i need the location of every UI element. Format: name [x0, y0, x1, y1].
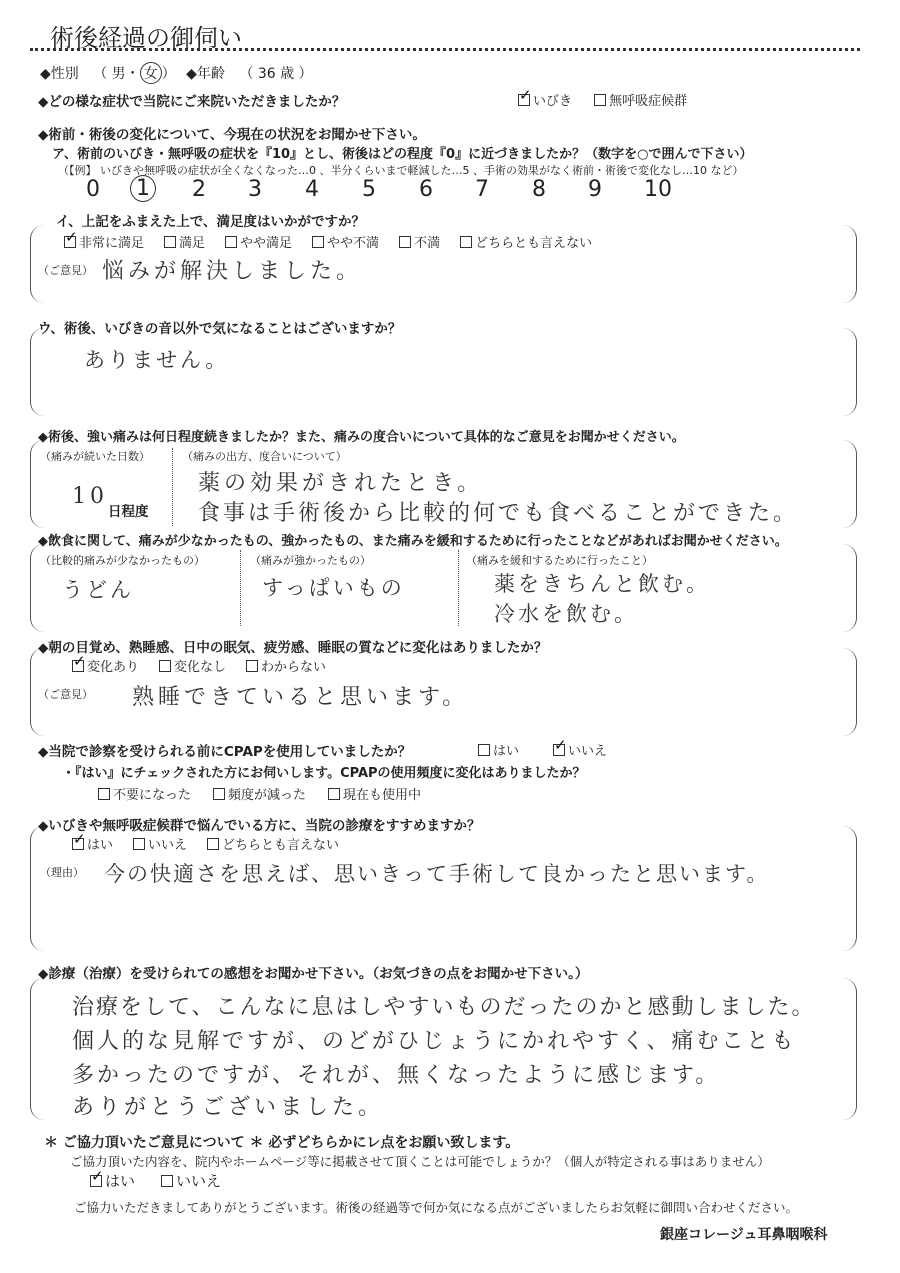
pain-days-unit: 日程度 — [108, 504, 149, 520]
food-divider-2 — [458, 550, 459, 626]
q-change-sub: ア、術前のいびき・無呼吸の症状を『10』とし、術後はどの程度『0』に近づきましたか？（数字を○で囲んで下さい） — [52, 147, 753, 162]
checkbox[interactable] — [478, 744, 490, 756]
recommend-reason: 今の快適さを思えば、思いきって手術して良かったと思います。 — [104, 862, 770, 886]
symptom-option-snoring[interactable]: ✓ いびき — [518, 94, 572, 109]
checkbox[interactable] — [64, 236, 76, 248]
q-impression: ◆診療（治療）を受けられての感想をお聞かせ下さい。（お気づきの点をお聞かせ下さい。） — [38, 966, 589, 982]
sat-opts-option[interactable]: やや満足 — [225, 236, 292, 251]
q-recommend: ◆いびきや無呼吸症候群で悩んでいる方に、当院の診療をすすめますか？ — [38, 818, 481, 834]
cpap-follow-opts-option[interactable]: 不要になった — [98, 788, 191, 803]
q-morning: ◆朝の目覚め、熟睡感、日中の眠気、疲労感、睡眠の質などに変化はありましたか？ — [38, 640, 548, 656]
pain-divider — [172, 448, 173, 526]
checkbox[interactable] — [161, 1175, 173, 1187]
q-symptom: ◆どの様な症状で当院にご来院いただきましたか？ — [38, 94, 346, 110]
food-relief-line-2: 冷水を飲む。 — [494, 602, 638, 626]
scale-number-1[interactable]: 1 — [130, 175, 156, 202]
satisfaction-options — [64, 232, 612, 251]
checkbox[interactable] — [594, 94, 606, 106]
scale-number-8[interactable]: 8 — [532, 177, 546, 202]
impression-line-4: ありがとうございました。 — [72, 1095, 385, 1120]
pain-days-label: （痛みが続いた日数） — [40, 450, 150, 463]
gender-selected[interactable]: 女 — [140, 62, 162, 84]
checkbox[interactable] — [213, 788, 225, 800]
recommend-reason-label: （理由） — [40, 866, 84, 879]
consent-heading: ＊ ご協力頂いたご意見について ＊ 必ずどちらかにレ点をお願い致します。 — [44, 1135, 520, 1151]
consent-opts-option[interactable]: いいえ — [161, 1172, 221, 1190]
age-value: （ 36 歳 ） — [239, 66, 313, 82]
checkbox[interactable] — [328, 788, 340, 800]
q-satisfaction: イ、上記をふまえた上で、満足度はいかがですか？ — [56, 214, 366, 230]
checkbox[interactable] — [225, 236, 237, 248]
symptom-option-apnea[interactable]: 無呼吸症候群 — [594, 94, 687, 109]
checkbox[interactable] — [553, 744, 565, 756]
symptom-options — [518, 90, 705, 109]
checkbox[interactable] — [518, 94, 530, 106]
pain-days-value: 10 — [72, 484, 108, 509]
footer-clinic: 銀座コレージュ耳鼻咽喉科 — [660, 1227, 828, 1243]
page-title: 術後経過の御伺い — [50, 24, 242, 52]
gender-value: （ 男・ — [93, 66, 140, 82]
checkbox[interactable] — [207, 838, 219, 850]
cpap-opts-option[interactable]: ✓ いいえ — [553, 744, 607, 759]
cpap-follow-opts-option[interactable]: 現在も使用中 — [328, 788, 421, 803]
other-answer: ありません。 — [84, 348, 230, 372]
cpap-opts-option[interactable]: はい — [478, 744, 519, 759]
scale-number-0[interactable]: 0 — [86, 177, 100, 202]
cpap-follow-options — [98, 784, 443, 803]
scale-number-6[interactable]: 6 — [419, 177, 433, 202]
cpap-options — [478, 740, 641, 759]
q-cpap: ◆当院で診察を受けられる前にCPAPを使用していましたか？ — [38, 744, 412, 760]
checkbox[interactable] — [246, 660, 258, 672]
morning-opts-option[interactable]: 変化なし — [159, 660, 226, 675]
morning-opts-option[interactable]: ✓変化あり — [72, 660, 139, 675]
q-pain: ◆術後、強い痛みは何日程度続きましたか？また、痛みの度合いについて具体的なご意見をお聞かせください。 — [38, 430, 685, 445]
consent-options — [90, 1170, 247, 1191]
food-strong-value: すっぱいもの — [262, 576, 405, 600]
pain-detail-label: （痛みの出方、度合いについて） — [182, 450, 347, 463]
impression-line-3: 多かったのですが、それが、無くなったように感じます。 — [72, 1063, 721, 1088]
food-strong-label: （痛みが強かったもの） — [250, 554, 371, 567]
sat-opts-option[interactable]: やや不満 — [312, 236, 379, 251]
food-relief-line-1: 薬をきちんと飲む。 — [494, 572, 710, 596]
footer-thanks: ご協力いただきましてありがとうございます。術後の経過等で何か気になる点がございましたらお気軽に御問い合わせください。 — [74, 1200, 799, 1215]
checkbox[interactable] — [312, 236, 324, 248]
checkbox[interactable] — [72, 660, 84, 672]
profile-row — [40, 62, 313, 84]
checkbox[interactable] — [98, 788, 110, 800]
q-change: ◆術前・術後の変化について、今現在の状況をお聞かせ下さい。 — [38, 127, 426, 143]
checkbox[interactable] — [460, 236, 472, 248]
food-less-label: （比較的痛みが少なかったもの） — [40, 554, 205, 567]
morning-opts-option[interactable]: わからない — [246, 660, 326, 675]
rec-opts-option[interactable]: ✓はい — [72, 838, 113, 853]
sat-opts-option[interactable]: 満足 — [164, 236, 205, 251]
impression-line-2: 個人的な見解ですが、のどがひじょうにかれやすく、痛むことも — [72, 1029, 797, 1054]
checkbox[interactable] — [164, 236, 176, 248]
morning-comment: 熟睡できていると思います。 — [132, 685, 469, 710]
sat-opts-option[interactable]: どちらとも言えない — [460, 236, 592, 251]
pain-detail-line-2: 食事は手術後から比較的何でも食べることができた。 — [198, 501, 799, 526]
gender-label: ◆性別 — [40, 66, 79, 82]
checkbox[interactable] — [399, 236, 411, 248]
scale-number-4[interactable]: 4 — [305, 177, 319, 202]
scale-number-2[interactable]: 2 — [192, 177, 206, 202]
age-label: ◆年齢 — [186, 66, 225, 82]
satisfaction-comment: 悩みが解決しました。 — [102, 259, 363, 284]
scale-number-5[interactable]: 5 — [362, 177, 376, 202]
scale-number-7[interactable]: 7 — [475, 177, 489, 202]
morning-options — [72, 656, 346, 675]
food-less-value: うどん — [62, 578, 134, 602]
scale-number-9[interactable]: 9 — [588, 177, 602, 202]
title-underline — [30, 48, 860, 51]
food-divider-1 — [240, 550, 241, 626]
q-other: ウ、術後、いびきの音以外で気になることはございますか？ — [38, 321, 402, 337]
impression-line-1: 治療をして、こんなに息はしやすいものだったのかと感動しました。 — [72, 995, 816, 1020]
checkbox[interactable] — [159, 660, 171, 672]
sat-opts-option[interactable]: 不満 — [399, 236, 440, 251]
cpap-followup: ・『はい』にチェックされた方にお伺いします。CPAPの使用頻度に変化はありましたか？ — [62, 766, 586, 781]
sat-opts-option[interactable]: ✓非常に満足 — [64, 236, 144, 251]
q-change-example: （【例】 いびきや無呼吸の症状が全くなくなった…0 、半分くらいまで軽減した…5 、手術の効果がなく術前・術後で変化なし…10 など） — [58, 164, 744, 177]
checkbox[interactable] — [72, 838, 84, 850]
checkbox[interactable] — [90, 1175, 102, 1187]
q-food: ◆飲食に関して、痛みが少なかったもの、強かったもの、また痛みを緩和するために行ったことなどがあればお聞かせください。 — [38, 534, 788, 549]
rec-opts-option[interactable]: どちらとも言えない — [207, 838, 339, 853]
rec-opts-option[interactable]: いいえ — [133, 838, 187, 853]
consent-question: ご協力頂いた内容を、院内やホームページ等に掲載させて頂くことは可能でしょうか？（個人が特定される事はありません） — [70, 1154, 770, 1169]
cpap-follow-opts-option[interactable]: 頻度が減った — [213, 788, 306, 803]
checkbox[interactable] — [133, 838, 145, 850]
pain-detail-line-1: 薬の効果がきれたとき。 — [198, 471, 484, 496]
scale-number-3[interactable]: 3 — [248, 177, 262, 202]
scale-number-10[interactable]: 10 — [644, 177, 672, 202]
gender-close: ） — [161, 66, 176, 82]
morning-comment-label: （ご意見） — [38, 688, 93, 701]
food-relief-label: （痛みを緩和するために行ったこと） — [466, 554, 653, 567]
comment-label: （ご意見） — [38, 264, 93, 277]
recommend-options — [72, 834, 359, 853]
consent-opts-option[interactable]: ✓はい — [90, 1172, 135, 1190]
